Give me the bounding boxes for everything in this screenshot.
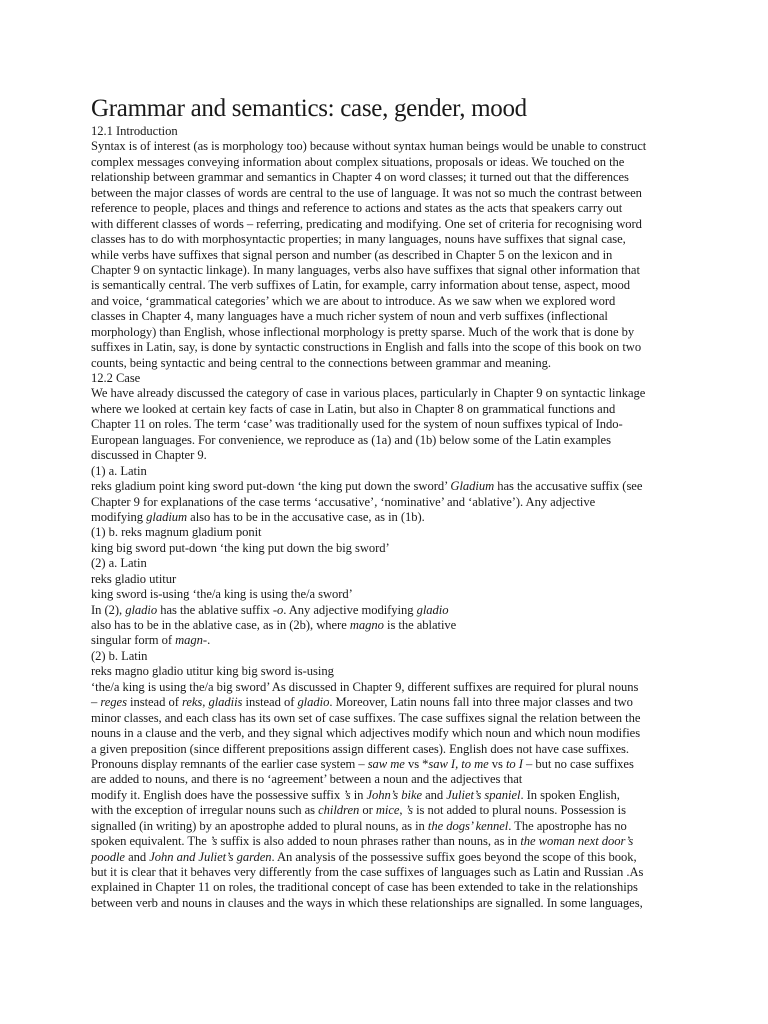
text-line — [91, 170, 683, 185]
italic-text-run: saw I, to me — [428, 756, 489, 771]
text-line — [91, 711, 683, 726]
text-run: (2) a. Latin — [91, 556, 147, 571]
text-run: . Any adjective modifying — [283, 602, 417, 617]
text-run: ‘the/a king is using the/a big sword’ As discussed in Chapter 9, different suffixes are required for plural nouns — [91, 679, 639, 694]
text-line — [91, 417, 683, 432]
italic-text-run: magno — [349, 618, 384, 632]
italic-text-run: -o — [272, 602, 284, 617]
text-run: spoken equivalent. The — [91, 834, 210, 849]
text-run: – — [91, 695, 101, 710]
text-run: between the major classes of words are central to the use of language. It was not so much the contrast between — [91, 185, 642, 200]
text-run: reks gladium point king sword put-down ‘the king put down the sword’ — [91, 479, 451, 494]
text-line — [91, 309, 683, 324]
text-line — [91, 819, 683, 834]
text-run: . — [207, 633, 211, 648]
text-run: or — [359, 803, 376, 818]
text-run: (2) b. Latin — [91, 648, 148, 663]
text-line — [91, 448, 683, 463]
italic-text-run: magn- — [175, 633, 208, 648]
text-line — [91, 248, 683, 263]
italic-text-run: reges — [100, 695, 127, 710]
italic-text-run: Juliet’s spaniel — [446, 787, 521, 802]
text-run: counts, being syntactic and being central to the connections between grammar and meaning. — [91, 355, 551, 370]
italic-text-run: gladio — [416, 602, 449, 617]
text-run: with different classes of words – referring, predicating and modifying. One set of criteria for recognising word — [91, 216, 642, 231]
text-run: suffix is also added to noun phrases rather than nouns, as in — [217, 834, 521, 849]
text-line — [91, 850, 683, 865]
italic-text-run: mice — [375, 803, 400, 818]
italic-text-run: ’s — [343, 787, 351, 802]
text-line — [91, 680, 683, 695]
text-line — [91, 464, 683, 479]
text-run: is not added to plural nouns. Possession is — [412, 803, 626, 818]
text-line — [91, 880, 683, 895]
text-run: . In spoken English, — [520, 787, 620, 802]
text-run: also has to be in the ablative case, as in (2b), where — [91, 618, 350, 632]
text-run: classes in Chapter 4, many languages have a much richer system of noun and verb suffixes (inflectional — [91, 309, 608, 324]
text-line — [91, 479, 683, 494]
text-run: vs — [488, 756, 506, 771]
text-run: modify it. English does have the possessive suffix — [91, 787, 344, 802]
text-run: Chapter 9 on syntactic linkage). In many languages, verbs also have suffixes that signal other information that — [91, 262, 640, 277]
text-line — [91, 556, 683, 571]
text-line — [91, 186, 683, 201]
italic-text-run: John and Juliet’s garden — [149, 849, 272, 864]
text-line — [91, 124, 683, 139]
text-line — [91, 803, 683, 818]
text-line — [91, 541, 683, 556]
text-line — [91, 695, 683, 710]
text-run: . Moreover, Latin nouns fall into three major classes and two — [329, 695, 633, 710]
text-run: are added to nouns, and there is no ‘agreement’ between a noun and the adjectives that — [91, 772, 523, 787]
text-line — [91, 603, 683, 618]
text-line — [91, 896, 683, 911]
text-line — [91, 232, 683, 247]
text-run: European languages. For convenience, we reproduce as (1a) and (1b) below some of the Latin examples — [91, 432, 611, 447]
text-run: reks gladio utitur — [91, 571, 177, 586]
text-line — [91, 201, 683, 216]
text-run: complex messages conveying information about complex situations, proposals or ideas. We touched on the — [91, 154, 625, 169]
text-run: has the accusative suffix (see — [494, 479, 643, 494]
text-run: signalled (in writing) by an apostrophe added to plural nouns, as in — [91, 818, 428, 833]
text-run: and voice, ‘grammatical categories’ which we are about to introduce. As we saw when we explored word — [91, 293, 616, 308]
text-line — [91, 278, 683, 293]
italic-text-run: gladiis — [208, 695, 243, 710]
text-run: relationship between grammar and semantics in Chapter 4 on word classes; it turned out that the differences — [91, 170, 629, 185]
text-run: . An analysis of the possessive suffix goes beyond the scope of this book, — [271, 849, 637, 864]
text-run: also has to be in the accusative case, as in (1b). — [187, 509, 425, 524]
text-run: instead of — [242, 695, 298, 710]
text-line — [91, 525, 683, 540]
text-run: is semantically central. The verb suffixes of Latin, for example, carry information about tense, aspect, mood — [91, 278, 630, 293]
italic-text-run: to I — [505, 756, 523, 771]
text-run: is the ablative — [383, 618, 457, 632]
text-run: We have already discussed the category of case in various places, particularly in Chapter 9 on syntactic linkage — [91, 386, 646, 401]
text-line — [91, 495, 683, 510]
text-line — [91, 664, 683, 679]
text-line — [91, 572, 683, 587]
text-run: king sword is-using ‘the/a king is using the/a sword’ — [91, 587, 353, 602]
text-line — [91, 618, 683, 633]
text-line — [91, 294, 683, 309]
text-run: in — [350, 787, 367, 802]
text-run: Pronouns display remnants of the earlier case system – — [91, 756, 368, 771]
text-run: reference to people, places and things and reference to actions and states as the acts that speakers carry out — [91, 201, 623, 216]
text-run: minor classes, and each class has its own set of case suffixes. The case suffixes signal the relation between the — [91, 710, 641, 725]
text-run: suffixes in Latin, say, is done by syntactic constructions in English and falls into the scope of this book on two — [91, 340, 642, 355]
text-run: a given preposition (since different prepositions assign different cases). English does not have case suffixes. — [91, 741, 629, 756]
italic-text-run: the woman next door’s — [520, 834, 634, 849]
text-line — [91, 757, 683, 772]
text-line — [91, 217, 683, 232]
italic-text-run: Gladium — [450, 479, 495, 494]
text-run: explained in Chapter 11 on roles, the traditional concept of case has been extended to take in the relationships — [91, 880, 638, 895]
text-line — [91, 649, 683, 664]
text-run: has the ablative suffix — [157, 602, 273, 617]
italic-text-run: ’s — [405, 803, 413, 818]
text-run: Chapter 9 for explanations of the case terms ‘accusative’, ‘nominative’ and ‘ablative’). Any adjective — [91, 494, 596, 509]
italic-text-run: gladio — [297, 695, 330, 710]
text-line — [91, 433, 683, 448]
italic-text-run: John’s bike — [366, 787, 423, 802]
text-run: singular form of — [91, 633, 176, 648]
italic-text-run: reks — [181, 695, 203, 710]
text-line — [91, 371, 683, 386]
text-run: , — [202, 695, 209, 710]
text-line — [91, 139, 683, 154]
italic-text-run: the dogs’ kennel — [427, 818, 509, 833]
text-run: modifying — [91, 509, 147, 524]
text-line — [91, 587, 683, 602]
text-line — [91, 263, 683, 278]
italic-text-run: gladium — [146, 509, 188, 524]
text-run: Chapter 11 on roles. The term ‘case’ was traditionally used for the system of noun suffixes typical of Indo- — [91, 417, 623, 432]
text-run: but it is clear that it behaves very differently from the case suffixes of languages such as Latin and Russian .As — [91, 865, 644, 879]
text-line — [91, 742, 683, 757]
text-run: Syntax is of interest (as is morphology too) because without syntax human beings would be unable to construct — [91, 139, 647, 154]
text-run: king big sword put-down ‘the king put down the big sword’ — [91, 540, 390, 555]
italic-text-run: children — [318, 803, 360, 818]
text-run: 12.2 Case — [91, 371, 141, 385]
text-run: and — [124, 849, 150, 864]
text-line — [91, 325, 683, 340]
text-line — [91, 402, 683, 417]
italic-text-run: gladio — [125, 602, 158, 617]
text-run: between verb and nouns in clauses and the ways in which these relationships are signalled. In some languages, — [91, 895, 643, 910]
text-line — [91, 155, 683, 170]
text-line — [91, 356, 683, 371]
text-line — [91, 865, 683, 880]
text-run: while verbs have suffixes that signal person and number (as described in Chapter 5 on the lexicon and in — [91, 247, 613, 262]
text-run: discussed in Chapter 9. — [91, 448, 207, 463]
text-run: , — [399, 803, 406, 818]
text-line — [91, 726, 683, 741]
text-line — [91, 633, 683, 648]
text-run: where we looked at certain key facts of case in Latin, but also in Chapter 8 on grammatical functions and — [91, 401, 616, 416]
text-run: . The apostrophe has no — [508, 818, 627, 833]
text-run: In (2), — [91, 602, 126, 617]
text-line — [91, 340, 683, 355]
text-line — [91, 386, 683, 401]
text-run: instead of — [126, 695, 182, 710]
document-body — [91, 124, 683, 911]
text-line — [91, 788, 683, 803]
text-run: with the exception of irregular nouns such as — [91, 803, 319, 818]
text-line — [91, 834, 683, 849]
text-run: – but no case suffixes — [522, 756, 634, 771]
text-run: 12.1 Introduction — [91, 124, 178, 138]
text-run: (1) b. reks magnum gladium ponit — [91, 525, 262, 540]
text-run: and — [422, 787, 447, 802]
italic-text-run: saw me — [367, 756, 405, 771]
text-run: reks magno gladio utitur king big sword is-using — [91, 664, 334, 679]
italic-text-run: ’s — [209, 834, 218, 849]
text-run: nouns in a clause and the verb, and they signal which adjectives modify which noun and which noun modifies — [91, 726, 641, 741]
text-line — [91, 510, 683, 525]
text-run: classes has to do with morphosyntactic properties; in many languages, nouns have suffixes that signal case, — [91, 232, 626, 247]
text-run: morphology) than English, whose inflectional morphology is pretty sparse. Much of the work that is done by — [91, 324, 635, 339]
italic-text-run: poodle — [91, 849, 125, 864]
text-line — [91, 772, 683, 787]
text-run: (1) a. Latin — [91, 463, 147, 478]
document-title: Grammar and semantics: case, gender, mood — [91, 95, 527, 122]
text-run: vs * — [404, 756, 429, 771]
